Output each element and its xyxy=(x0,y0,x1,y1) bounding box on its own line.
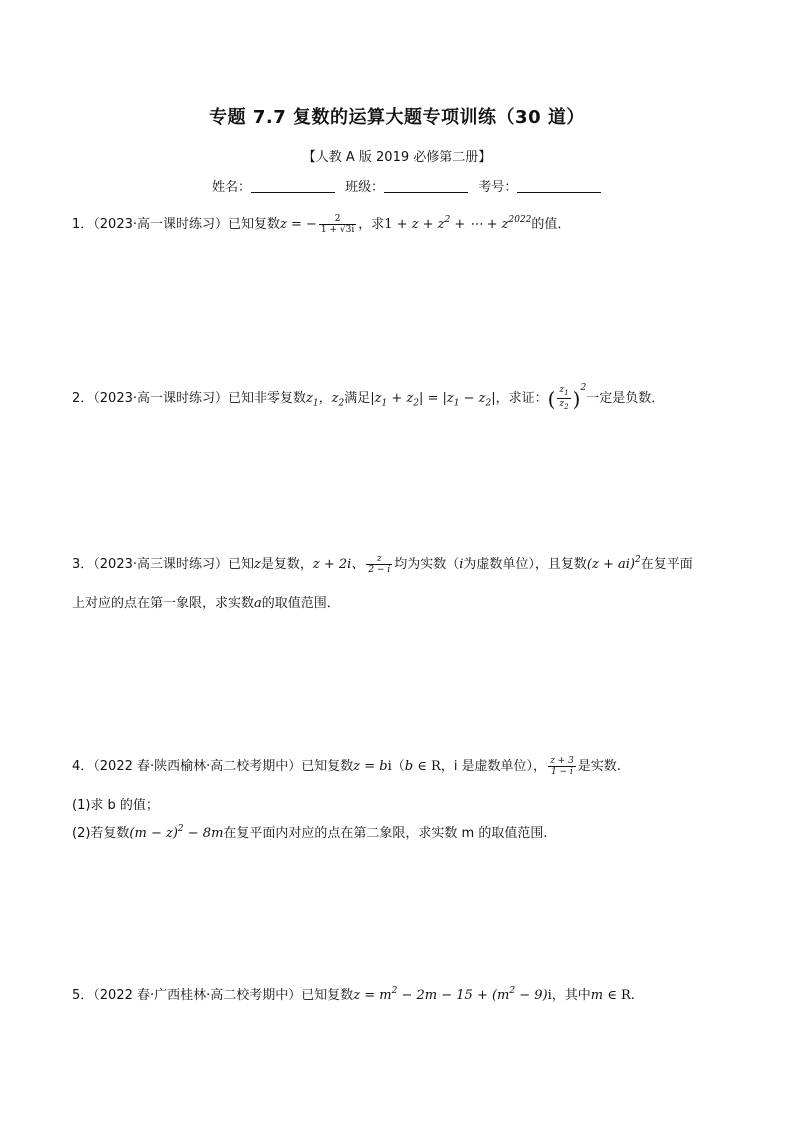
formula: z = bi xyxy=(353,759,392,774)
question-text: 是实数. xyxy=(577,759,621,774)
formula: ( $\frac{z_1}{z_2}$ )$^2$ xyxy=(547,383,587,411)
question-text: 是复数， xyxy=(260,557,313,572)
question-source: （2022 春·广西桂林·高二校考期中） xyxy=(93,988,302,1003)
question-source: （2023·高一课时练习） xyxy=(93,391,228,406)
question-text: 已知复数 xyxy=(301,988,354,1003)
question-text: （ xyxy=(391,759,405,774)
name-label: 姓名： xyxy=(212,180,252,195)
formula: z + 2i、 $\frac{z}{2 - i}$ xyxy=(312,554,391,575)
class-label: 班级： xyxy=(345,180,385,195)
formula: $\frac{z + 3}{1 - i}$ xyxy=(550,756,574,777)
exam-no-field[interactable] xyxy=(517,178,601,193)
question-number: 1． xyxy=(72,217,94,232)
question-number: 3． xyxy=(72,557,94,572)
name-field[interactable] xyxy=(251,178,335,193)
question-text: 的值． xyxy=(531,217,571,232)
formula: z = − $\frac{2}{1 + √3i}$ xyxy=(280,214,355,235)
question-text: 上对应的点在第一象限，求实数 xyxy=(72,596,255,611)
question-4-part-2 xyxy=(72,822,547,841)
question-number: 4． xyxy=(72,759,94,774)
question-text: 已知 xyxy=(228,557,255,572)
question-number: 5． xyxy=(72,988,94,1003)
question-text: ，i 是虚数单位）， xyxy=(440,759,547,774)
formula: i xyxy=(459,557,464,572)
formula: $|z_1 + z_2| = |z_1 - z_2|$ xyxy=(370,391,496,409)
question-text: 满足 xyxy=(344,391,371,406)
question-3-line-2 xyxy=(72,592,340,611)
question-source: （2023·高一课时练习） xyxy=(93,217,228,232)
exam-no-label: 考号： xyxy=(478,180,518,195)
formula: m ∈ R. xyxy=(590,988,635,1003)
page-title: 专题 7.7 复数的运算大题专项训练（30 道） xyxy=(209,107,585,128)
question-text: 在复平面内对应的点在第二象限，求实数 m 的取值范围. xyxy=(223,826,548,841)
formula: $1 + z + z^2$ + ⋯ + $z^{2022}$ xyxy=(384,215,532,232)
question-text: 一定是负数． xyxy=(586,391,665,406)
question-text: 已知复数 xyxy=(228,217,281,232)
question-2 xyxy=(72,383,664,412)
question-text: 已知复数 xyxy=(301,759,354,774)
question-text: 已知非零复数 xyxy=(228,391,307,406)
question-1 xyxy=(72,213,570,235)
question-text: ，其中 xyxy=(551,988,591,1003)
formula: z xyxy=(254,557,261,572)
question-4 xyxy=(72,755,621,777)
question-text: 的取值范围． xyxy=(261,596,340,611)
formula: a xyxy=(254,596,262,611)
class-field[interactable] xyxy=(384,178,468,193)
question-source: （2022 春·陕西榆林·高二校考期中） xyxy=(93,759,302,774)
question-text: (2)若复数 xyxy=(72,826,130,841)
formula: $z = m^2 - 2m - 15 + (m^2 - 9)i$ xyxy=(353,986,552,1003)
student-info-line xyxy=(212,176,607,195)
page-subtitle: 【人教 A 版 2019 必修第二册】 xyxy=(302,150,492,165)
formula: b ∈ R xyxy=(404,759,441,774)
question-text: 为虚数单位），且复数 xyxy=(463,557,587,572)
question-text: ，求证： xyxy=(495,391,548,406)
question-source: （2023·高三课时练习） xyxy=(93,557,228,572)
formula: $(m - z)^2 - 8m$ xyxy=(129,824,224,841)
question-4-part-1: (1)求 b 的值； xyxy=(72,798,159,813)
question-text: ，求 xyxy=(358,217,385,232)
question-3 xyxy=(72,553,693,575)
question-text: 在复平面 xyxy=(640,557,693,572)
formula: $z_1$，$z_2$ xyxy=(306,391,345,409)
question-text: 均为实数（ xyxy=(394,557,460,572)
question-number: 2． xyxy=(72,391,94,406)
question-5 xyxy=(72,984,635,1003)
formula: (z + ai)$^2$ xyxy=(586,555,641,572)
